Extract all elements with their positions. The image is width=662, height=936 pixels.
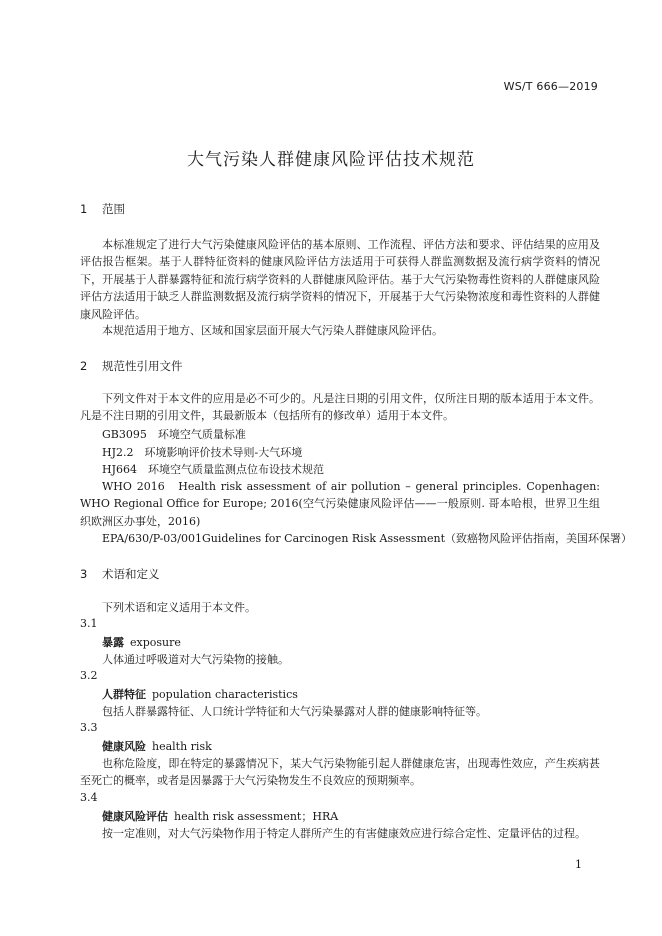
page-number: 1 [575, 858, 582, 871]
term-number: 3.4 [80, 791, 98, 804]
term-definition: 也称危险度，即在特定的暴露情况下，某大气污染物能引起人群健康危害，出现毒性效应，产生疾病甚至死亡的概率，或者是因暴露于大气污染物发生不良效应的预期频率。 [80, 757, 600, 788]
reference-item: HJ2.2 环境影响评价技术导则-大气环境 [102, 446, 303, 459]
section-2-paragraph: 下列文件对于本文件的应用是必不可少的。凡是注日期的引用文件，仅所注日期的版本适用于本文件。凡是不注日期的引用文件，其最新版本（包括所有的修改单）适用于本文件。 [80, 392, 600, 423]
reference-item: HJ664 环境空气质量监测点位布设技术规范 [102, 463, 324, 476]
term-english: health risk assessment；HRA [174, 810, 339, 823]
document-title: 大气污染人群健康风险评估技术规范 [187, 150, 475, 170]
section-2-heading [80, 358, 183, 374]
term-heading [102, 738, 212, 754]
term-english: health risk [152, 740, 212, 753]
term-number: 3.2 [80, 669, 98, 682]
section-number: 1 [80, 202, 88, 216]
term-heading [102, 634, 181, 650]
term-heading [102, 686, 298, 702]
term-definition: 按一定准则，对大气污染物作用于特定人群所产生的有害健康效应进行综合定性、定量评估的过程。 [102, 827, 586, 840]
section-3-paragraph: 下列术语和定义适用于本文件。 [102, 601, 256, 614]
term-chinese: 健康风险 [102, 740, 146, 753]
section-title: 规范性引用文件 [102, 359, 183, 373]
reference-item: EPA/630/P-03/001Guidelines for Carcinogen Risk Assessment（致癌物风险评估指南，美国环保署） [102, 532, 632, 545]
term-english: population characteristics [152, 688, 298, 701]
reference-item: WHO 2016 Health risk assessment of air pollution – general principles. Copenhagen: WHO Regional Office for Europe; 2016(空气污染健康风险评估——一般原则. 哥本哈根，世界卫生组织欧洲区办事处，2016) [80, 480, 600, 528]
section-title: 范围 [102, 202, 125, 216]
term-chinese: 人群特征 [102, 688, 146, 701]
standard-code: WS/T 666—2019 [503, 80, 598, 93]
term-definition: 人体通过呼吸道对大气污染物的接触。 [102, 653, 289, 666]
section-1-heading [80, 201, 125, 217]
term-number: 3.1 [80, 617, 98, 630]
term-definition: 包括人群暴露特征、人口统计学特征和大气污染暴露对人群的健康影响特征等。 [102, 705, 487, 718]
term-number: 3.3 [80, 721, 98, 734]
reference-item: GB3095 环境空气质量标准 [102, 428, 246, 441]
section-3-heading [80, 566, 160, 582]
term-chinese: 暴露 [102, 636, 124, 649]
section-number: 3 [80, 567, 88, 581]
section-1-paragraph: 本标准规定了进行大气污染健康风险评估的基本原则、工作流程、评估方法和要求、评估结果的应用及评估报告框架。基于人群特征资料的健康风险评估方法适用于可获得人群监测数据及流行病学资料的情况下，开展基于人群暴露特征和流行病学资料的人群健康风险评估。基于大气污染物毒性资料的人群健康风险评估方法适用于缺乏人群监测数据及流行病学资料的情况下，开展基于大气污染物浓度和毒性资料的人群健康风险评估。 [80, 238, 600, 321]
section-title: 术语和定义 [102, 567, 160, 581]
term-english: exposure [130, 636, 181, 649]
term-chinese: 健康风险评估 [102, 810, 168, 823]
term-heading [102, 808, 338, 824]
section-number: 2 [80, 359, 88, 373]
section-1-paragraph-2: 本规范适用于地方、区域和国家层面开展大气污染人群健康风险评估。 [102, 324, 443, 337]
